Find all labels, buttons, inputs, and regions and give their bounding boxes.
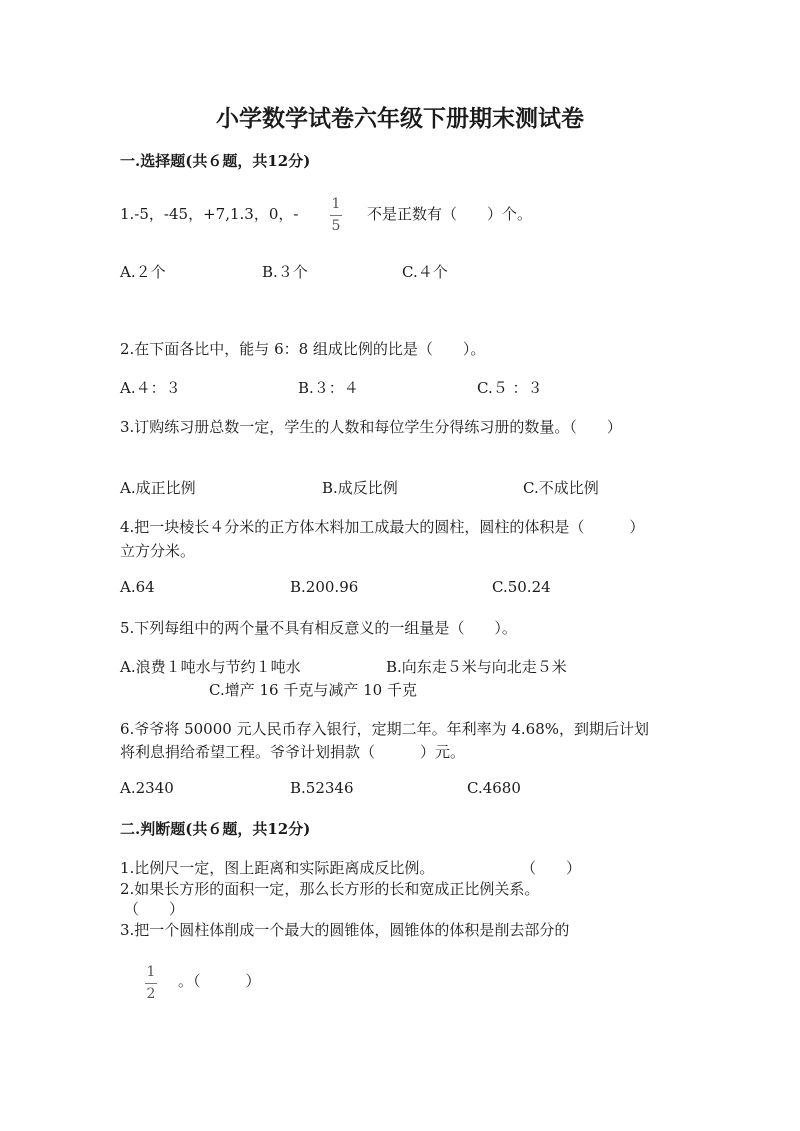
q5-option-a[interactable]: A.浪费１吨水与节约１吨水 — [120, 658, 301, 676]
q5-stem: 5.下列每组中的两个量不具有相反意义的一组量是（ ）。 — [120, 619, 517, 637]
q1-fraction — [327, 196, 345, 234]
q1-stem-before: 1.-5，-45，+7,1.3，0，- — [120, 205, 299, 223]
q4-option-b[interactable]: B.200.96 — [290, 578, 359, 596]
q1-option-a[interactable]: A.２个 — [120, 263, 166, 281]
q3-option-b[interactable]: B.成反比例 — [322, 479, 398, 497]
q3-option-c[interactable]: C.不成比例 — [523, 479, 599, 497]
s2-q3-stem: 3.把一个圆柱体削成一个最大的圆锥体，圆锥体的体积是削去部分的 — [120, 921, 570, 939]
q6-option-a[interactable]: A.2340 — [120, 779, 174, 797]
s2-q2-blank[interactable]: （ ） — [124, 900, 185, 918]
q5-option-c[interactable]: C.增产 16 千克与减产 10 千克 — [209, 681, 417, 699]
q1-fraction-numerator: 1 — [331, 196, 341, 212]
q3-stem: 3.订购练习册总数一定，学生的人数和每位学生分得练习册的数量。（ ） — [120, 418, 622, 436]
q1-option-c[interactable]: C.４个 — [402, 263, 448, 281]
fraction-bar — [145, 983, 157, 984]
q2-stem: 2.在下面各比中，能与 6：8 组成比例的比是（ ）。 — [120, 340, 486, 358]
section-heading-judgement: 二.判断题(共６题，共12分) — [120, 820, 311, 838]
q4-stem-line2: 立方分米。 — [120, 542, 196, 560]
q4-option-c[interactable]: C.50.24 — [492, 578, 551, 596]
q1-stem-after: 不是正数有（ ）个。 — [367, 205, 533, 223]
q1-fraction-denominator: 5 — [331, 218, 341, 234]
q6-stem-line1: 6.爷爷将 50000 元人民币存入银行，定期二年。年利率为 4.68%，到期后计划 — [120, 720, 649, 738]
q2-option-a[interactable]: A.４：３ — [120, 379, 181, 397]
q6-stem-line2: 将利息捐给希望工程。爷爷计划捐款（ ）元。 — [120, 743, 466, 761]
q2-option-c[interactable]: C.５ ：３ — [477, 379, 543, 397]
s2-q3-fraction-denominator: 2 — [146, 986, 156, 1002]
q5-option-b[interactable]: B.向东走５米与向北走５米 — [386, 658, 567, 676]
q2-option-b[interactable]: B.３：４ — [298, 379, 359, 397]
q6-option-b[interactable]: B.52346 — [290, 779, 354, 797]
s2-q1-stem: 1.比例尺一定，图上距离和实际距离成反比例。 — [120, 859, 435, 877]
s2-q3-fraction-numerator: 1 — [146, 964, 156, 980]
q3-option-a[interactable]: A.成正比例 — [120, 479, 196, 497]
s2-q3-fraction — [142, 964, 160, 1002]
s2-q1-blank[interactable]: （ ） — [521, 859, 582, 877]
q4-stem-line1: 4.把一块棱长４分米的正方体木料加工成最大的圆柱，圆柱的体积是（ ） — [120, 518, 645, 536]
section-heading-choice: 一.选择题(共６题，共12分) — [120, 152, 311, 170]
page-title: 小学数学试卷六年级下册期末测试卷 — [216, 105, 584, 132]
s2-q3-blank[interactable]: 。（ ） — [178, 972, 261, 990]
q1-option-b[interactable]: B.３个 — [262, 263, 308, 281]
s2-q2-stem: 2.如果长方形的面积一定，那么长方形的长和宽成正比例关系。 — [120, 880, 540, 898]
q4-option-a[interactable]: A.64 — [120, 578, 155, 596]
q6-option-c[interactable]: C.4680 — [467, 779, 521, 797]
fraction-bar — [330, 215, 342, 216]
